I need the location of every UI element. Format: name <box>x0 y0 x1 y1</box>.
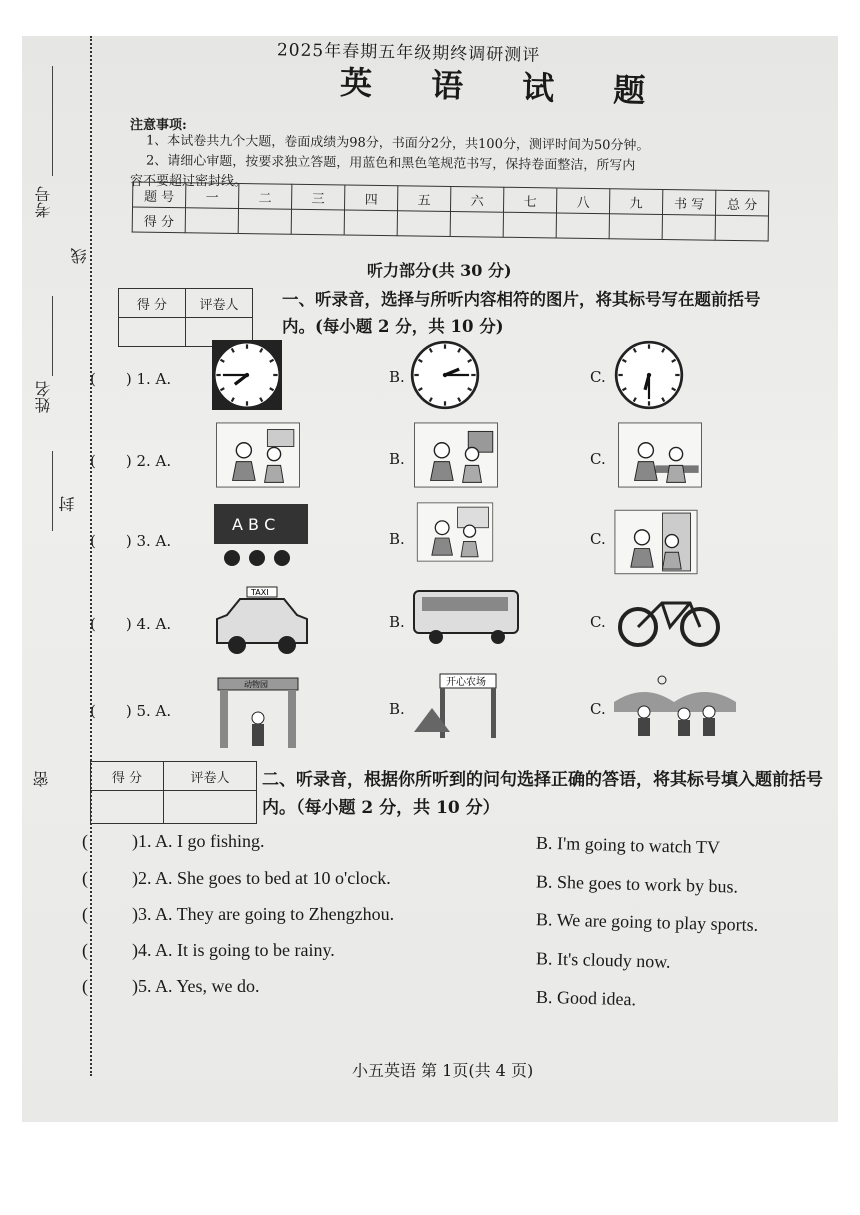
section2-instruction: 二、听录音，根据你所听到的问句选择正确的答语，将其标号填入题前括号内。（每小题 2 分，共 10 分） <box>262 770 823 818</box>
name-blank <box>52 296 53 376</box>
answer-paren: ( <box>82 868 88 888</box>
score-table <box>132 182 770 242</box>
grade-box-reviewer: 评卷人 <box>164 762 257 791</box>
svg-text:TAXI: TAXI <box>251 588 269 597</box>
boy-watching-tv-icon <box>410 422 502 488</box>
score-row-label: 得 分 <box>132 207 185 233</box>
class-blank <box>52 451 53 531</box>
line-label: 线 <box>70 248 89 264</box>
option-a: )2. A. She goes to bed at 10 o'clock. <box>132 868 391 888</box>
score-header-cell: 总 分 <box>715 190 768 216</box>
kids-playing-icon <box>614 672 736 740</box>
exam-number-blank <box>52 66 53 176</box>
option-b-label: B. <box>389 613 405 631</box>
seal-label: 封 <box>58 496 77 512</box>
option-b: B. Good idea. <box>535 986 637 1010</box>
grade-box-cell[interactable] <box>164 791 257 824</box>
grade-box-score: 得 分 <box>119 289 186 318</box>
teacher-student-icon <box>614 502 698 582</box>
option-b: B. We are going to play sports. <box>535 909 759 935</box>
page-footer: 小五英语 第 1页(共 4 页) <box>352 1061 534 1080</box>
exam-number-label: 考号 <box>34 186 53 218</box>
score-cell[interactable] <box>185 208 238 234</box>
train-ride-icon <box>410 502 500 562</box>
question-number: ( ) 2. A. <box>90 452 172 470</box>
option-a: )1. A. I go fishing. <box>132 831 265 851</box>
option-a: )3. A. They are going to Zhengzhou. <box>132 904 395 924</box>
option-c-label: C. <box>590 530 606 548</box>
score-cell[interactable] <box>662 214 715 240</box>
farm-gate-icon <box>410 672 516 742</box>
exam-photo <box>22 36 838 1122</box>
score-cell[interactable] <box>397 211 450 237</box>
answer-paren: ( <box>82 940 88 960</box>
score-header-cell: 九 <box>609 189 662 215</box>
grade-box-reviewer: 评卷人 <box>186 289 253 318</box>
seal-line <box>90 36 92 1076</box>
taxi-icon <box>212 585 312 657</box>
grade-box-score: 得 分 <box>91 762 164 791</box>
exam-title: 2025年春期五年级期终调研测评 <box>276 40 541 66</box>
grade-box-2 <box>90 761 257 824</box>
clock-icon <box>410 340 480 410</box>
option-b-label: B. <box>389 700 405 718</box>
score-cell[interactable] <box>291 209 344 235</box>
score-header-cell: 题 号 <box>133 182 186 208</box>
park-gate-icon <box>212 672 304 752</box>
option-b-label: B. <box>389 368 405 386</box>
score-header-cell: 书 写 <box>662 189 715 215</box>
section1-instruction: 一、听录音，选择与所听内容相符的图片，将其标号写在题前括号内。(每小题 2 分，共 10 分) <box>282 290 761 336</box>
score-cell[interactable] <box>503 212 556 238</box>
notes-heading: 注意事项: <box>130 118 187 133</box>
name-label: 姓名 <box>34 381 53 413</box>
option-b: B. It's cloudy now. <box>535 948 671 972</box>
bicycle-icon <box>614 585 724 649</box>
grade-box-1 <box>118 288 253 347</box>
boy-writing-icon <box>614 422 706 488</box>
question-number: ( ) 1. A. <box>90 370 172 388</box>
reading-girl-icon <box>212 422 304 488</box>
question-number: ( ) 3. A. <box>90 532 172 550</box>
score-cell[interactable] <box>609 214 662 240</box>
bus-icon <box>410 585 522 647</box>
svg-text:开心农场: 开心农场 <box>446 677 486 688</box>
listening-title: 听力部分(共 30 分) <box>367 261 512 280</box>
classroom-abc-icon <box>212 502 310 570</box>
score-cell[interactable] <box>715 215 768 241</box>
option-c-label: C. <box>590 613 606 631</box>
score-cell[interactable] <box>238 209 291 235</box>
score-cell[interactable] <box>344 210 397 236</box>
clock-icon <box>212 340 282 410</box>
subject-title: 英 语 试 题 <box>339 63 670 111</box>
mi-label: 密 <box>32 771 51 787</box>
answer-paren: ( <box>82 976 88 996</box>
clock-icon <box>614 340 684 410</box>
option-b: B. I'm going to watch TV <box>535 832 721 858</box>
option-c-label: C. <box>590 700 606 718</box>
option-b: B. She goes to work by bus. <box>535 871 739 897</box>
score-header-cell: 七 <box>503 187 556 213</box>
score-header-cell: 一 <box>186 183 239 209</box>
option-c-label: C. <box>590 368 606 386</box>
score-cell[interactable] <box>556 213 609 239</box>
answer-paren: ( <box>82 904 88 924</box>
score-header-cell: 三 <box>292 184 345 210</box>
notes-line-2: 2、请细心审题，按要求独立答题，用蓝色和黑色笔规范书写，保持卷面整洁，所写内 <box>145 153 636 174</box>
score-header-cell: 六 <box>451 187 504 213</box>
answer-paren: ( <box>82 831 88 851</box>
question-number: ( ) 5. A. <box>90 702 172 720</box>
grade-box-cell[interactable] <box>91 791 164 824</box>
grade-box-cell[interactable] <box>119 318 186 347</box>
notes-line-1: 1、本试卷共九个大题，卷面成绩为98分，书面分2分，共100分，测评时间为50分钟。 <box>145 133 650 154</box>
option-b-label: B. <box>389 530 405 548</box>
svg-text:动物园: 动物园 <box>244 680 268 689</box>
option-a: )5. A. Yes, we do. <box>132 976 260 996</box>
score-header-cell: 四 <box>345 185 398 211</box>
score-header-cell: 八 <box>556 188 609 214</box>
option-c-label: C. <box>590 450 606 468</box>
score-cell[interactable] <box>450 212 503 238</box>
question-number: ( ) 4. A. <box>90 615 172 633</box>
score-header-cell: 二 <box>239 184 292 210</box>
option-b-label: B. <box>389 450 405 468</box>
score-header-cell: 五 <box>398 186 451 212</box>
svg-text:A B C: A B C <box>232 515 276 534</box>
option-a: )4. A. It is going to be rainy. <box>132 940 335 960</box>
notes-line-3: 容不要超过密封线。 <box>130 174 248 189</box>
